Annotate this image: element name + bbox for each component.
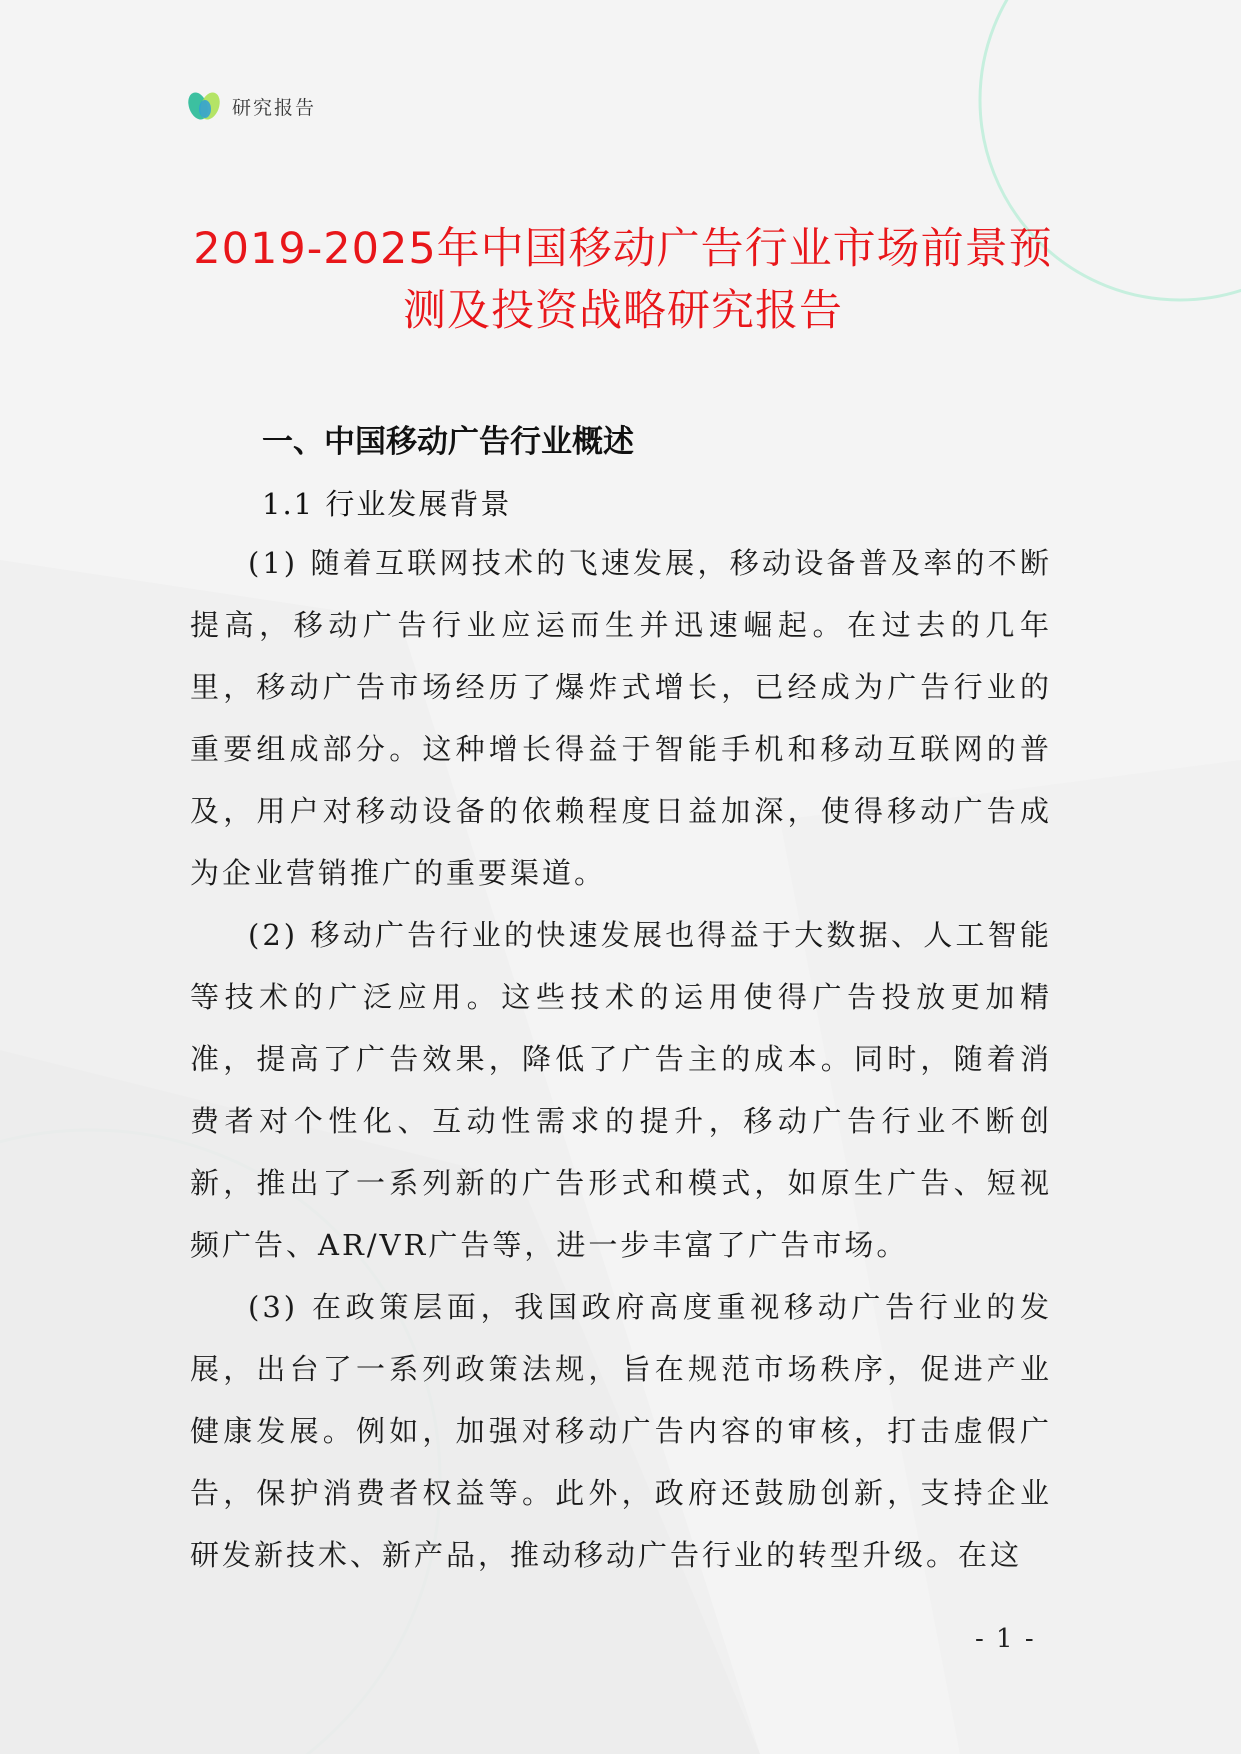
paragraph-2: (2) 移动广告行业的快速发展也得益于大数据、人工智能等技术的广泛应用。这些技术的运用使得广告投放更加精准，提高了广告效果，降低了广告主的成本。同时，随着消费者对个性化、互动性需求的提升，移动广告行业不断创新，推出了一系列新的广告形式和模式，如原生广告、短视频广告、AR/VR广告等，进一步丰富了广告市场。 — [190, 918, 1052, 1262]
document-title: 2019-2025年中国移动广告行业市场前景预测及投资战略研究报告 — [193, 224, 1053, 336]
section-heading: 一、中国移动广告行业概述 — [262, 424, 634, 460]
brand-label: 研究报告 — [232, 96, 317, 119]
page-number: - 1 - — [975, 1624, 1036, 1654]
brand-logo-icon — [186, 89, 224, 123]
subsection-heading: 1.1 行业发展背景 — [262, 487, 512, 521]
paragraph-1: (1) 随着互联网技术的飞速发展，移动设备普及率的不断提高，移动广告行业应运而生并迅速崛起。在过去的几年里，移动广告市场经历了爆炸式增长，已经成为广告行业的重要组成部分。这种增长得益于智能手机和移动互联网的普及，用户对移动设备的依赖程度日益加深，使得移动广告成为企业营销推广的重要渠道。 — [190, 546, 1052, 890]
brand-header — [186, 88, 316, 124]
paragraph-3: (3) 在政策层面，我国政府高度重视移动广告行业的发展，出台了一系列政策法规，旨在规范市场秩序，促进产业健康发展。例如，加强对移动广告内容的审核，打击虚假广告，保护消费者权益等。此外，政府还鼓励创新，支持企业研发新技术、新产品，推动移动广告行业的转型升级。在这 — [190, 1290, 1052, 1572]
body-text — [190, 532, 1052, 1586]
